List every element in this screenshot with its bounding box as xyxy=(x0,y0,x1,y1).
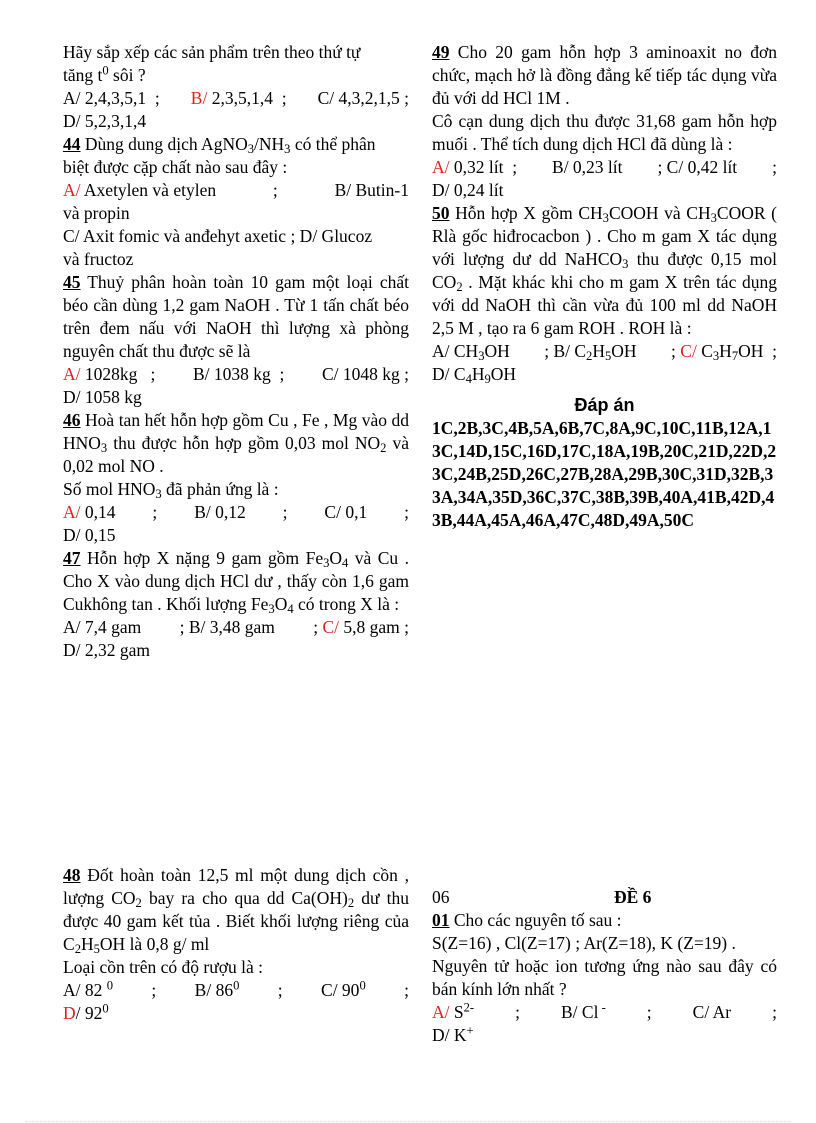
question-49: 49 Cho 20 gam hỗn hợp 3 aminoaxit no đơn chức, mạch hở là đồng đẳng kế tiếp tác dụng vừa đủ với dd HCl 1M . xyxy=(432,42,777,108)
question-43-options xyxy=(63,87,409,110)
left-column-upper xyxy=(63,41,409,662)
question-44-options-ab: A/ Axetylen và etylen ; B/ Butin-1 xyxy=(63,180,409,200)
question-43-line1: Hãy sắp xếp các sản phẩm trên theo thứ tự xyxy=(63,42,361,62)
question-48-line5: Loại cồn trên có độ rượu là : xyxy=(63,957,263,977)
question-44: 44 Dùng dung dịch $AgNO_3/NH_3$ có thể phân xyxy=(63,134,376,157)
de6-line3: Nguyên tử hoặc ion tương ứng nào sau đây có bán kính lớn nhất ? xyxy=(432,956,777,999)
exam-title: ĐỀ 6 xyxy=(614,887,652,907)
de6-question-01: 01 Cho các nguyên tố sau : xyxy=(432,910,622,930)
question-44-line4: và propin xyxy=(63,203,130,223)
question-50-option-d: D/ $C_4H_9OH$ xyxy=(432,364,517,387)
option-d: D/ 5,2,3,1,4 xyxy=(63,111,147,131)
question-46-option-d: D/ 0,15 xyxy=(63,525,116,545)
question-48-option-d: D/ $92^0$ xyxy=(63,1001,109,1023)
exam-header xyxy=(432,886,777,909)
question-49-options: A/ 0,32 lít ; B/ 0,23 lít ; C/ 0,42 lít ; xyxy=(432,157,777,177)
question-46-line4: Số mol $HNO_3$ đã phản ứng là : xyxy=(63,479,279,502)
question-47-options: A/ 7,4 gam ; B/ 3,48 gam ; C/ 5,8 gam ; xyxy=(63,617,409,637)
question-47: 47 Hỗn hợp X nặng 9 gam gồm $Fe_3O_4$ và Cu . Cho X vào dung dịch HCl dư , thấy còn 1,6 gam Cukhông tan . Khối lượng $Fe_3O_4$ có trong X là : xyxy=(63,548,409,617)
question-48: 48 Đốt hoàn toàn 12,5 ml một dung dịch cồn , lượng $CO_2$ bay ra cho qua dd $Ca(OH)_2$ dư thu được 40 gam kết tủa . Biết khối lượng riêng của $C_2H_5OH$ là 0,8 g/ ml xyxy=(63,865,409,957)
question-47-option-d: D/ 2,32 gam xyxy=(63,640,151,660)
question-44-options-cd: C/ Axit fomic và anđehyt axetic ; D/ Glucoz xyxy=(63,226,373,246)
question-46-options: A/ 0,14 ; B/ 0,12 ; C/ 0,1 ; xyxy=(63,502,409,522)
question-49-option-d: D/ 0,24 lít xyxy=(432,180,504,200)
question-46: 46 Hoà tan hết hỗn hợp gồm Cu , Fe , Mg vào dd $HNO_3$ thu được hỗn hợp gồm 0,03 mol $NO_2$ và 0,02 mol NO . xyxy=(63,410,409,476)
question-45: 45 Thuỷ phân hoàn toàn 10 gam một loại chất béo cần dùng 1,2 gam NaOH . Từ 1 tấn chất béo trên đem nấu với NaOH thì lượng xà phòng nguyên chất thu được sẽ là xyxy=(63,272,409,361)
option-c: C/ 4,3,2,1,5 ; xyxy=(317,88,409,108)
question-44-line6: và fructoz xyxy=(63,249,134,269)
question-50: 50 Hỗn hợp X gồm $CH_3COOH$ và $CH_3COOR$ ( Rlà gốc hiđrocacbon ) . Cho m gam X tác dụng với lượng dư dd NaHCO$_3$ thu được 0,15 mol $CO_2$ . Mặt khác khi cho m gam X trên tác dụng với dd NaOH thì cần vừa đủ 100 ml dd NaOH 2,5 M , tạo ra 6 gam ROH . ROH là : xyxy=(432,203,778,338)
question-49-text2: Cô cạn dung dịch thu được 31,68 gam hỗn hợp muối . Thể tích dung dịch HCl đã dùng là : xyxy=(432,111,777,154)
option-b: B/ 2,3,5,1,4 ; xyxy=(190,88,287,108)
question-45-option-d: D/ 1058 kg xyxy=(63,387,142,407)
option-a: A/ 2,4,3,5,1 ; xyxy=(63,88,160,108)
exam-code: 06 xyxy=(432,887,450,907)
question-50-options: A/ $CH_3OH$ ; B/ $C_2H_5OH$ ; C/ $C_3H_7OH$ ; xyxy=(432,341,777,364)
de6-line2: S(Z=16) , Cl(Z=17) ; Ar(Z=18), K (Z=19) . xyxy=(432,933,736,953)
answer-key: 1C,2B,3C,4B,5A,6B,7C,8A,9C,10C,11B,12A,13C,14D,15C,16D,17C,18A,19B,20C,21D,22D,23C,24B,25D,26C,27B,28A,29B,30C,31D,32B,33A,34A,35D,36C,37C,38B,39B,40A,41B,42D,43B,44A,45A,46A,47C,48D,49A,50C xyxy=(432,418,777,530)
right-column-upper xyxy=(432,41,777,532)
right-column-lower xyxy=(432,886,777,1047)
question-48-options: A/ 82 $^0$ ; B/ $86^0$ ; C/ $90^0$ ; xyxy=(63,978,409,1000)
page-bottom-rule xyxy=(25,1121,791,1122)
question-43-line2: tăng $t^0$ sôi ? xyxy=(63,63,146,85)
de6-option-d: D/ K+ xyxy=(432,1023,474,1045)
left-column-lower xyxy=(63,864,409,1025)
de6-options: A/ $S^{2-}$ ; B/ Cl - ; C/ Ar ; xyxy=(432,1000,777,1022)
question-45-options: A/ 1028kg ; B/ 1038 kg ; C/ 1048 kg ; xyxy=(63,364,409,384)
question-44-line2: biệt được cặp chất nào sau đây : xyxy=(63,157,288,177)
answer-key-title: Đáp án xyxy=(574,395,635,415)
